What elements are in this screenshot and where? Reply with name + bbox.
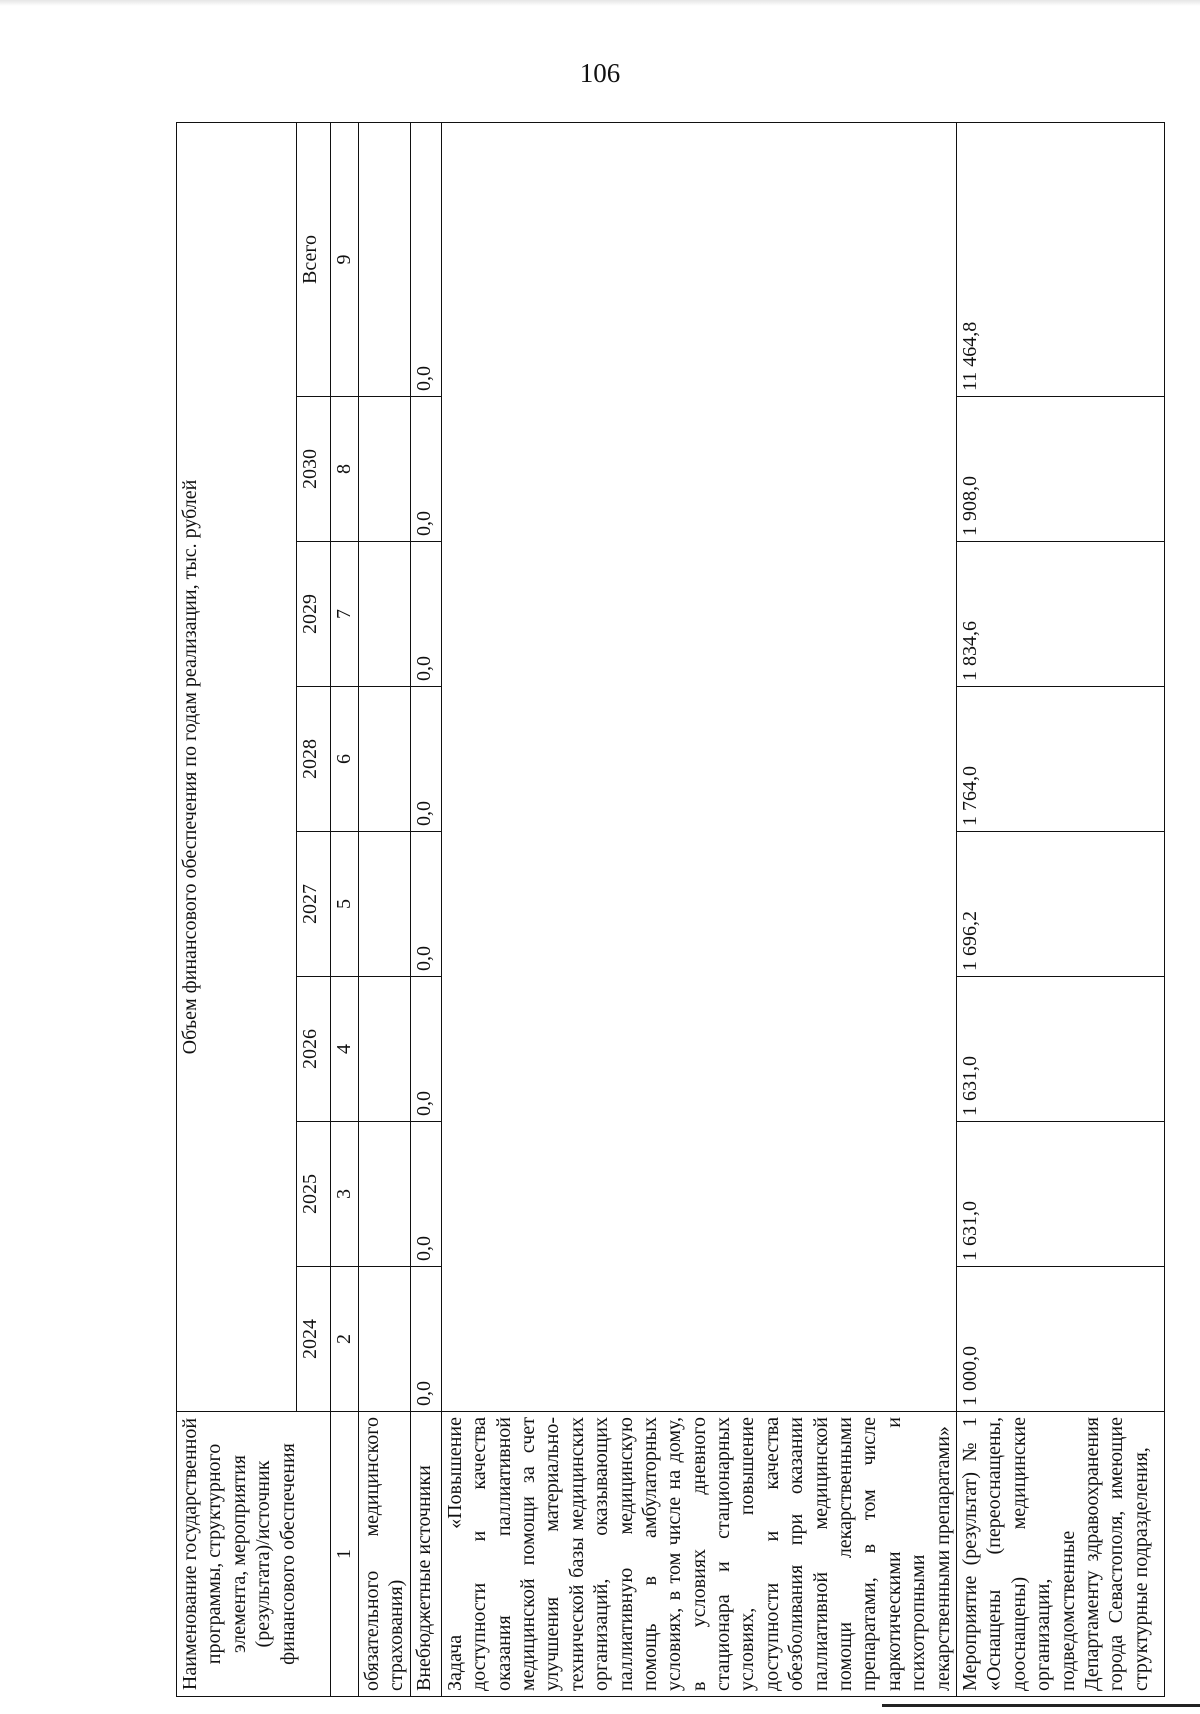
value-cell <box>359 832 411 977</box>
column-number: 5 <box>331 832 359 977</box>
value-cell <box>359 122 411 396</box>
column-number: 8 <box>331 397 359 542</box>
column-number: 7 <box>331 542 359 687</box>
value-cell: 1 908,0 <box>956 397 1164 542</box>
header-year: 2024 <box>297 1267 331 1412</box>
value-cell <box>359 1267 411 1412</box>
value-cell: 0,0 <box>410 1122 441 1267</box>
value-cell: 1 631,0 <box>956 977 1164 1122</box>
table-row <box>956 122 1164 1696</box>
header-year: 2030 <box>297 397 331 542</box>
header-row-1 <box>177 122 297 1696</box>
value-cell: 0,0 <box>410 542 441 687</box>
value-cell: 1 834,6 <box>956 542 1164 687</box>
value-cell: 1 631,0 <box>956 1122 1164 1267</box>
value-cell: 11 464,8 <box>956 122 1164 396</box>
rotated-table-container <box>176 123 1152 1697</box>
task-empty-span <box>441 122 956 1411</box>
column-number: 9 <box>331 122 359 396</box>
column-number: 2 <box>331 1267 359 1412</box>
header-total: Всего <box>297 122 331 396</box>
value-cell: 1 764,0 <box>956 687 1164 832</box>
value-cell <box>359 977 411 1122</box>
header-volume: Объем финансового обеспечения по годам реализации, тыс. рублей <box>177 122 297 1411</box>
table-row <box>441 122 956 1696</box>
row-name: обязательного медицинского страхования) <box>359 1412 411 1697</box>
row-name: Внебюджетные источники <box>410 1412 441 1697</box>
header-year: 2028 <box>297 687 331 832</box>
value-cell <box>359 397 411 542</box>
value-cell <box>359 1122 411 1267</box>
header-year: 2025 <box>297 1122 331 1267</box>
column-number: 1 <box>331 1412 359 1697</box>
value-cell: 1 000,0 <box>956 1267 1164 1412</box>
value-cell <box>359 542 411 687</box>
page-number: 106 <box>579 58 621 88</box>
financing-table <box>176 122 1165 1697</box>
measure-description: Мероприятие (результат) № 1 «Оснащены (переоснащены, дооснащены) медицинские организации, подведомственные Департаменту здравоохранения города Севастополя, имеющие структурные подразделения, <box>956 1412 1164 1697</box>
header-year: 2027 <box>297 832 331 977</box>
header-year: 2026 <box>297 977 331 1122</box>
value-cell: 0,0 <box>410 122 441 396</box>
value-cell: 0,0 <box>410 687 441 832</box>
column-number: 6 <box>331 687 359 832</box>
column-number: 3 <box>331 1122 359 1267</box>
header-name: Наименование государственной программы, структурного элемента, мероприятия (результата)/источник финансового обеспечения <box>177 1412 331 1697</box>
scan-edge <box>0 0 1200 6</box>
value-cell: 0,0 <box>410 977 441 1122</box>
value-cell: 0,0 <box>410 397 441 542</box>
table-row <box>410 122 441 1696</box>
column-number-row <box>331 122 359 1696</box>
column-number: 4 <box>331 977 359 1122</box>
bottom-rule <box>882 1704 1200 1707</box>
header-year: 2029 <box>297 542 331 687</box>
value-cell: 0,0 <box>410 1267 441 1412</box>
task-description: Задача «Повышение доступности и качества оказания паллиативной медицинской помощи за счет улучшения материально-технической базы медицинских организаций, оказывающих паллиативную медицинскую помощь в амбулаторных условиях, в том числе на дому, в условиях дневного стационара и стационарных условиях, повышение доступности и качества обезболивания при оказании паллиативной медицинской помощи лекарственными препаратами, в том числе наркотическими и психотропными лекарственными препаратами» <box>441 1412 956 1697</box>
value-cell: 1 696,2 <box>956 832 1164 977</box>
value-cell <box>359 687 411 832</box>
value-cell: 0,0 <box>410 832 441 977</box>
table-row <box>359 122 411 1696</box>
